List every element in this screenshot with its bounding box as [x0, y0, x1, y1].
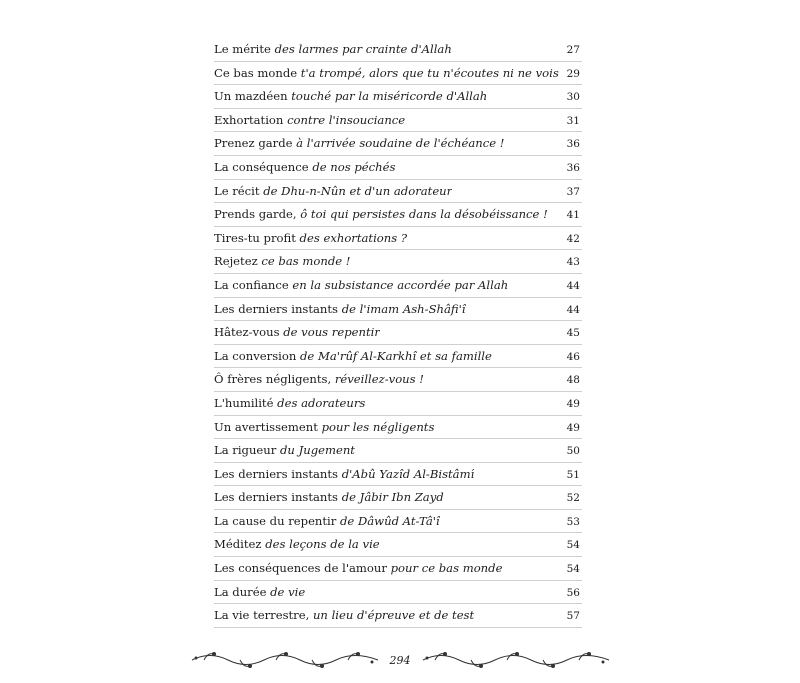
page-number: 294: [389, 653, 411, 667]
toc-entry-page: 54: [566, 539, 580, 552]
toc-entry-title: La conséquence de nos péchés: [214, 159, 396, 174]
toc-entry-page: 36: [566, 161, 580, 174]
toc-entry-title: Les derniers instants d'Abû Yazîd Al-Bistâmî: [214, 466, 475, 481]
toc-entry-title: La conversion de Ma'rûf Al-Karkhî et sa famille: [214, 348, 492, 363]
toc-entry-page: 44: [566, 303, 580, 316]
toc-entry-page: 36: [566, 138, 580, 151]
toc-entry-page: 45: [566, 327, 580, 340]
toc-entry-title: La cause du repentir de Dâwûd At-Tâ'î: [214, 513, 440, 528]
toc-entry-title: La vie terrestre, un lieu d'épreuve et de test: [214, 608, 475, 623]
toc-entry: [214, 274, 582, 298]
toc-entry-title: Rejetez ce bas monde !: [214, 254, 351, 269]
floral-vine-icon: [421, 649, 611, 671]
toc-entry-page: 30: [566, 91, 580, 104]
toc-entry: [214, 345, 582, 369]
toc-entry: [214, 463, 582, 487]
toc-entry: [214, 604, 582, 628]
toc-entry-title: Méditez des leçons de la vie: [214, 537, 380, 552]
toc-entry-title: Un mazdéen touché par la miséricorde d'Allah: [214, 89, 488, 104]
toc-entry: [214, 486, 582, 510]
toc-entry-title: Le récit de Dhu-n-Nûn et d'un adorateur: [214, 183, 453, 198]
toc-entry: [214, 581, 582, 605]
toc-entry: [214, 510, 582, 534]
toc-entry-page: 49: [566, 421, 580, 434]
toc-entry: [214, 203, 582, 227]
table-of-contents: [214, 38, 582, 628]
toc-entry-page: 50: [566, 445, 580, 458]
toc-entry: [214, 392, 582, 416]
toc-entry-title: La durée de vie: [214, 584, 306, 599]
toc-entry-page: 49: [566, 397, 580, 410]
toc-entry-page: 44: [566, 279, 580, 292]
toc-entry-title: Hâtez-vous de vous repentir: [214, 325, 380, 340]
toc-entry-title: Prenez garde à l'arrivée soudaine de l'échéance !: [214, 136, 505, 151]
toc-entry-title: Le mérite des larmes par crainte d'Allah: [214, 42, 452, 56]
toc-entry-page: 42: [566, 232, 580, 245]
toc-entry-page: 37: [566, 185, 580, 198]
toc-entry: [214, 298, 582, 322]
toc-entry-page: 51: [566, 468, 580, 481]
toc-entry-title: Les derniers instants de l'imam Ash-Shâfi'î: [214, 301, 466, 316]
toc-entry-page: 31: [566, 114, 580, 127]
toc-entry: [214, 227, 582, 251]
toc-entry-page: 52: [566, 492, 580, 505]
toc-entry-page: 27: [566, 44, 580, 56]
toc-entry: [214, 250, 582, 274]
toc-entry-page: 54: [566, 563, 580, 576]
toc-entry: [214, 557, 582, 581]
toc-entry-title: La confiance en la subsistance accordée par Allah: [214, 277, 509, 292]
toc-entry: [214, 132, 582, 156]
toc-entry-title: Ce bas monde t'a trompé, alors que tu n'écoutes ni ne vois: [214, 65, 559, 80]
toc-entry: [214, 180, 582, 204]
toc-entry-page: 56: [566, 586, 580, 599]
toc-entry: [214, 109, 582, 133]
toc-entry: [214, 85, 582, 109]
toc-entry-title: Un avertissement pour les négligents: [214, 419, 435, 434]
toc-entry: [214, 38, 582, 62]
toc-entry: [214, 321, 582, 345]
page-footer: [180, 648, 620, 672]
toc-entry-page: 43: [566, 256, 580, 269]
toc-entry-page: 53: [566, 515, 580, 528]
toc-entry: [214, 62, 582, 86]
toc-entry-title: Tires-tu profit des exhortations ?: [214, 230, 408, 245]
toc-entry-page: 48: [566, 374, 580, 387]
toc-entry: [214, 368, 582, 392]
toc-entry: [214, 416, 582, 440]
toc-entry-page: 41: [566, 209, 580, 222]
toc-entry-title: Ô frères négligents, réveillez-vous !: [214, 372, 424, 387]
toc-entry-title: Les derniers instants de Jâbir Ibn Zayd: [214, 490, 444, 505]
toc-entry: [214, 439, 582, 463]
toc-entry-title: La rigueur du Jugement: [214, 443, 355, 458]
toc-entry-title: Prends garde, ô toi qui persistes dans la désobéissance !: [214, 207, 548, 222]
toc-entry-title: Exhortation contre l'insouciance: [214, 112, 406, 127]
toc-entry: [214, 156, 582, 180]
toc-entry-page: 57: [566, 610, 580, 623]
toc-entry: [214, 533, 582, 557]
toc-entry-title: L'humilité des adorateurs: [214, 395, 366, 410]
floral-vine-icon: [190, 649, 380, 671]
toc-entry-page: 46: [566, 350, 580, 363]
toc-entry-page: 29: [566, 67, 580, 80]
toc-entry-title: Les conséquences de l'amour pour ce bas monde: [214, 561, 503, 576]
